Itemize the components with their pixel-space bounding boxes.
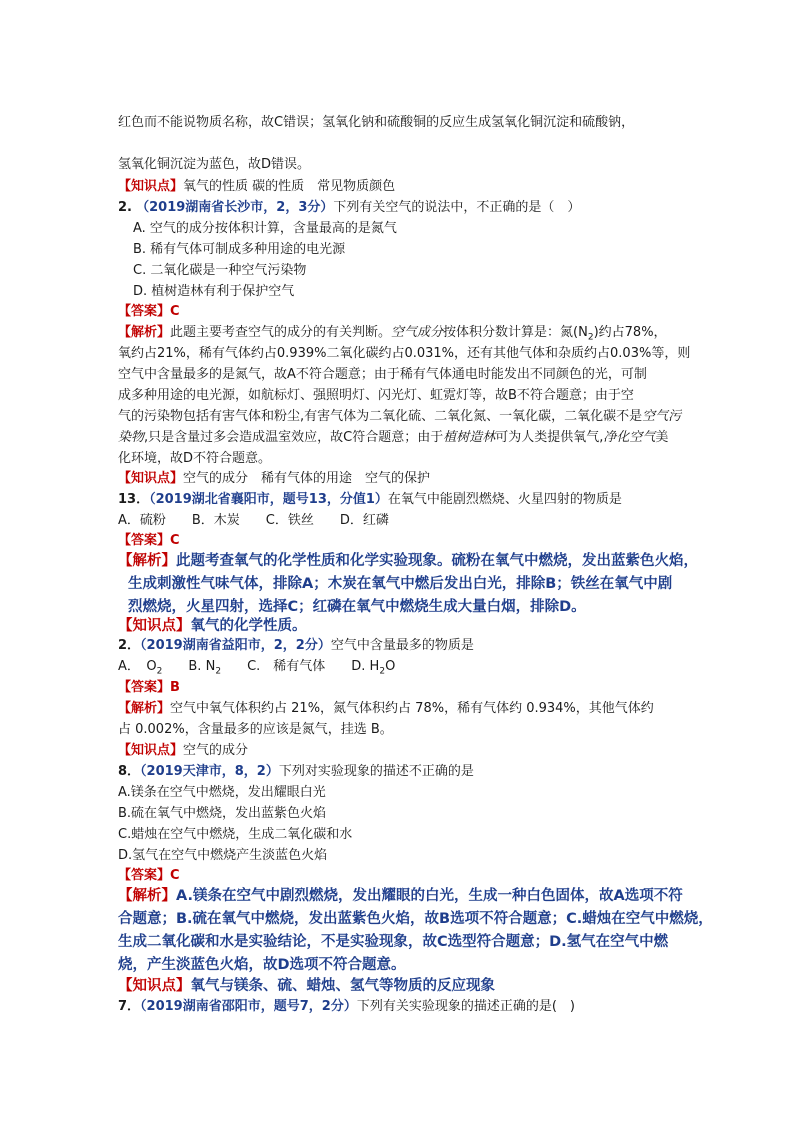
explanation-line: 生成二氧化碳和水是实验结论，不是实验现象，故C选型符合题意；D.氢气在空气中燃 [118,934,669,950]
question-number: 13． [118,492,150,507]
knowledge-tag: 【知识点】 [118,179,184,194]
knowledge-point [118,741,248,761]
explanation-text: 此题主要考查空气的成分的有关判断。 [170,325,392,340]
subscript: 2 [215,666,222,677]
subscript: 2 [587,332,594,343]
explanation-text: 可为人类提供氧气, [495,430,604,445]
question-source: （2019湖南省长沙市，2，3分） [136,200,334,215]
question-number: 2. [118,200,132,215]
explanation-emphasis: 空气污 [642,409,682,424]
answer-value: C [170,868,180,883]
explanation-emphasis: 植树造林 [443,430,496,445]
explanation-line: 烧，产生淡蓝色火焰，故D选项不符合题意。 [118,957,406,973]
explanation-text: 按体积分数计算是：氮(N [443,325,588,340]
explanation-tag: 【解析】 [118,888,176,904]
explanation-tag: 【解析】 [118,553,176,569]
question-header [118,762,474,782]
answer-line [118,302,180,322]
knowledge-text: 氧气与镁条、硫、蜡烛、氢气等物质的反应现象 [190,978,495,994]
question-header [118,198,580,218]
question-header [118,490,622,510]
explanation-text: 空气中氧气体积约占 21%，氮气体积约占 78%，稀有气体约 0.934%，其他气体约 [170,701,654,716]
option-d: D. 植树造林有利于保护空气 [133,284,295,299]
explanation-line: 成多种用途的电光源，如航标灯、强照明灯、闪光灯、虹霓灯等，故B不符合题意；由于空 [118,388,634,403]
explanation-emphasis: 净化空气 [603,430,656,445]
question-text: 下列有关空气的说法中，不正确的是（ ） [333,200,581,215]
knowledge-text: 空气的成分 稀有气体的用途 空气的保护 [183,471,431,486]
explanation-emphasis: 染物 [118,430,145,445]
text-line: 氢氧化铜沉淀为蓝色，故D错误。 [118,157,311,172]
option-a: A． O [118,659,157,674]
explanation-text: A.镁条在空气中剧烈燃烧，发出耀眼的白光，生成一种白色固体，故A选项不符 [176,888,683,904]
knowledge-text: 空气的成分 [183,743,249,758]
question-header [118,997,575,1017]
question-source: （2019湖南省益阳市，2，2分） [140,638,331,653]
question-number: 2． [118,638,141,653]
question-header [118,636,474,656]
answer-tag: 【答案】 [118,533,171,548]
explanation-line [118,551,698,571]
explanation-line: 生成刺激性气味气体，排除A；木炭在氧气中燃后发出白光，排除B；铁丝在氧气中剧 [128,576,673,592]
question-text: 下列有关实验现象的描述正确的是( ) [356,999,575,1014]
option-c: C. 二氧化碳是一种空气污染物 [133,263,307,278]
question-source: （2019湖北省襄阳市，题号13，分值1） [149,492,388,507]
text-line: 红色而不能说物质名称，故C错误；氢氧化钠和硫酸铜的反应生成氢氧化铜沉淀和硫酸钠， [118,115,635,130]
explanation-line: 化环境，故D不符合题意。 [118,451,272,466]
knowledge-point [118,616,307,636]
option-c-d: C. 稀有气体 D. H [247,659,380,674]
knowledge-point [118,469,430,489]
knowledge-text: 氧气的化学性质。 [190,618,307,634]
option-b: B. 稀有气体可制成多种用途的电光源 [133,242,346,257]
answer-value: C [170,304,180,319]
explanation-tag: 【解析】 [118,325,171,340]
answer-line [118,678,180,698]
explanation-line: 烈燃烧，火星四射，选择C；红磷在氧气中燃烧生成大量白烟，排除D。 [128,599,586,615]
answer-line [118,866,180,886]
answer-tag: 【答案】 [118,304,171,319]
knowledge-point [118,177,395,197]
option-a: A.镁条在空气中燃烧，发出耀眼白光 [118,785,326,800]
question-text: 空气中含量最多的物质是 [330,638,474,653]
question-text: 在氧气中能剧烈燃烧、火星四射的物质是 [387,492,622,507]
explanation-tag: 【解析】 [118,701,171,716]
explanation-line: 合题意；B.硫在氧气中燃烧，发出蓝紫色火焰，故B选项不符合题意；C.蜡烛在空气中燃烧， [118,911,713,927]
explanation-line: 空气中含量最多的是氮气，故A不符合题意；由于稀有气体通电时能发出不同颜色的光，可制 [118,367,647,382]
question-source: （2019湖南省邵阳市，题号7，2分） [140,999,357,1014]
option-b: B.硫在氧气中燃烧，发出蓝紫色火焰 [118,806,327,821]
question-source: （2019天津市，8，2） [140,764,279,779]
option-c: C.蜡烛在空气中燃烧，生成二氧化碳和水 [118,827,353,842]
explanation-line [118,407,681,427]
question-number: 7． [118,999,141,1014]
explanation-line [118,886,683,906]
option-a: A. 空气的成分按体积计算，含量最高的是氮气 [133,221,397,236]
explanation-line [118,699,654,719]
explanation-text: 此题考查氧气的化学性质和化学实验现象。硫粉在氧气中燃烧，发出蓝紫色火焰， [176,553,698,569]
answer-value: B [170,680,180,695]
subscript: 2 [156,666,163,677]
explanation-text: 气的污染物包括有害气体和粉尘,有害气体为二氧化硫、二氧化氮、一氧化碳，二氧化碳不是 [118,409,643,424]
option-d-tail: O [385,659,396,674]
explanation-line [118,428,668,448]
knowledge-point [118,976,495,996]
answer-value: C [170,533,180,548]
knowledge-tag: 【知识点】 [118,743,184,758]
answer-line [118,531,180,551]
subscript: 2 [379,666,386,677]
explanation-text: 美 [655,430,669,445]
options-line: A．硫粉 B．木炭 C．铁丝 D．红磷 [118,513,389,528]
answer-tag: 【答案】 [118,680,171,695]
option-b: B. N [188,659,216,674]
answer-tag: 【答案】 [118,868,171,883]
option-d: D.氢气在空气中燃烧产生淡蓝色火焰 [118,848,328,863]
explanation-line: 氧约占21%，稀有气体约占0.939%二氧化碳约占0.031%，还有其他气体和杂质约占0.03%等，则 [118,346,691,361]
knowledge-tag: 【知识点】 [118,471,184,486]
question-text: 下列对实验现象的描述不正确的是 [278,764,474,779]
question-number: 8． [118,764,141,779]
knowledge-tag: 【知识点】 [118,618,191,634]
explanation-text: ,只是含量过多会造成温室效应，故C符合题意；由于 [144,430,444,445]
explanation-text: )约占78%， [593,325,667,340]
knowledge-tag: 【知识点】 [118,978,191,994]
explanation-emphasis: 空气成分 [391,325,444,340]
explanation-line: 占 0.002%，含量最多的应该是氮气，挂选 B。 [118,722,393,737]
knowledge-text: 氧气的性质 碳的性质 常见物质颜色 [183,179,396,194]
